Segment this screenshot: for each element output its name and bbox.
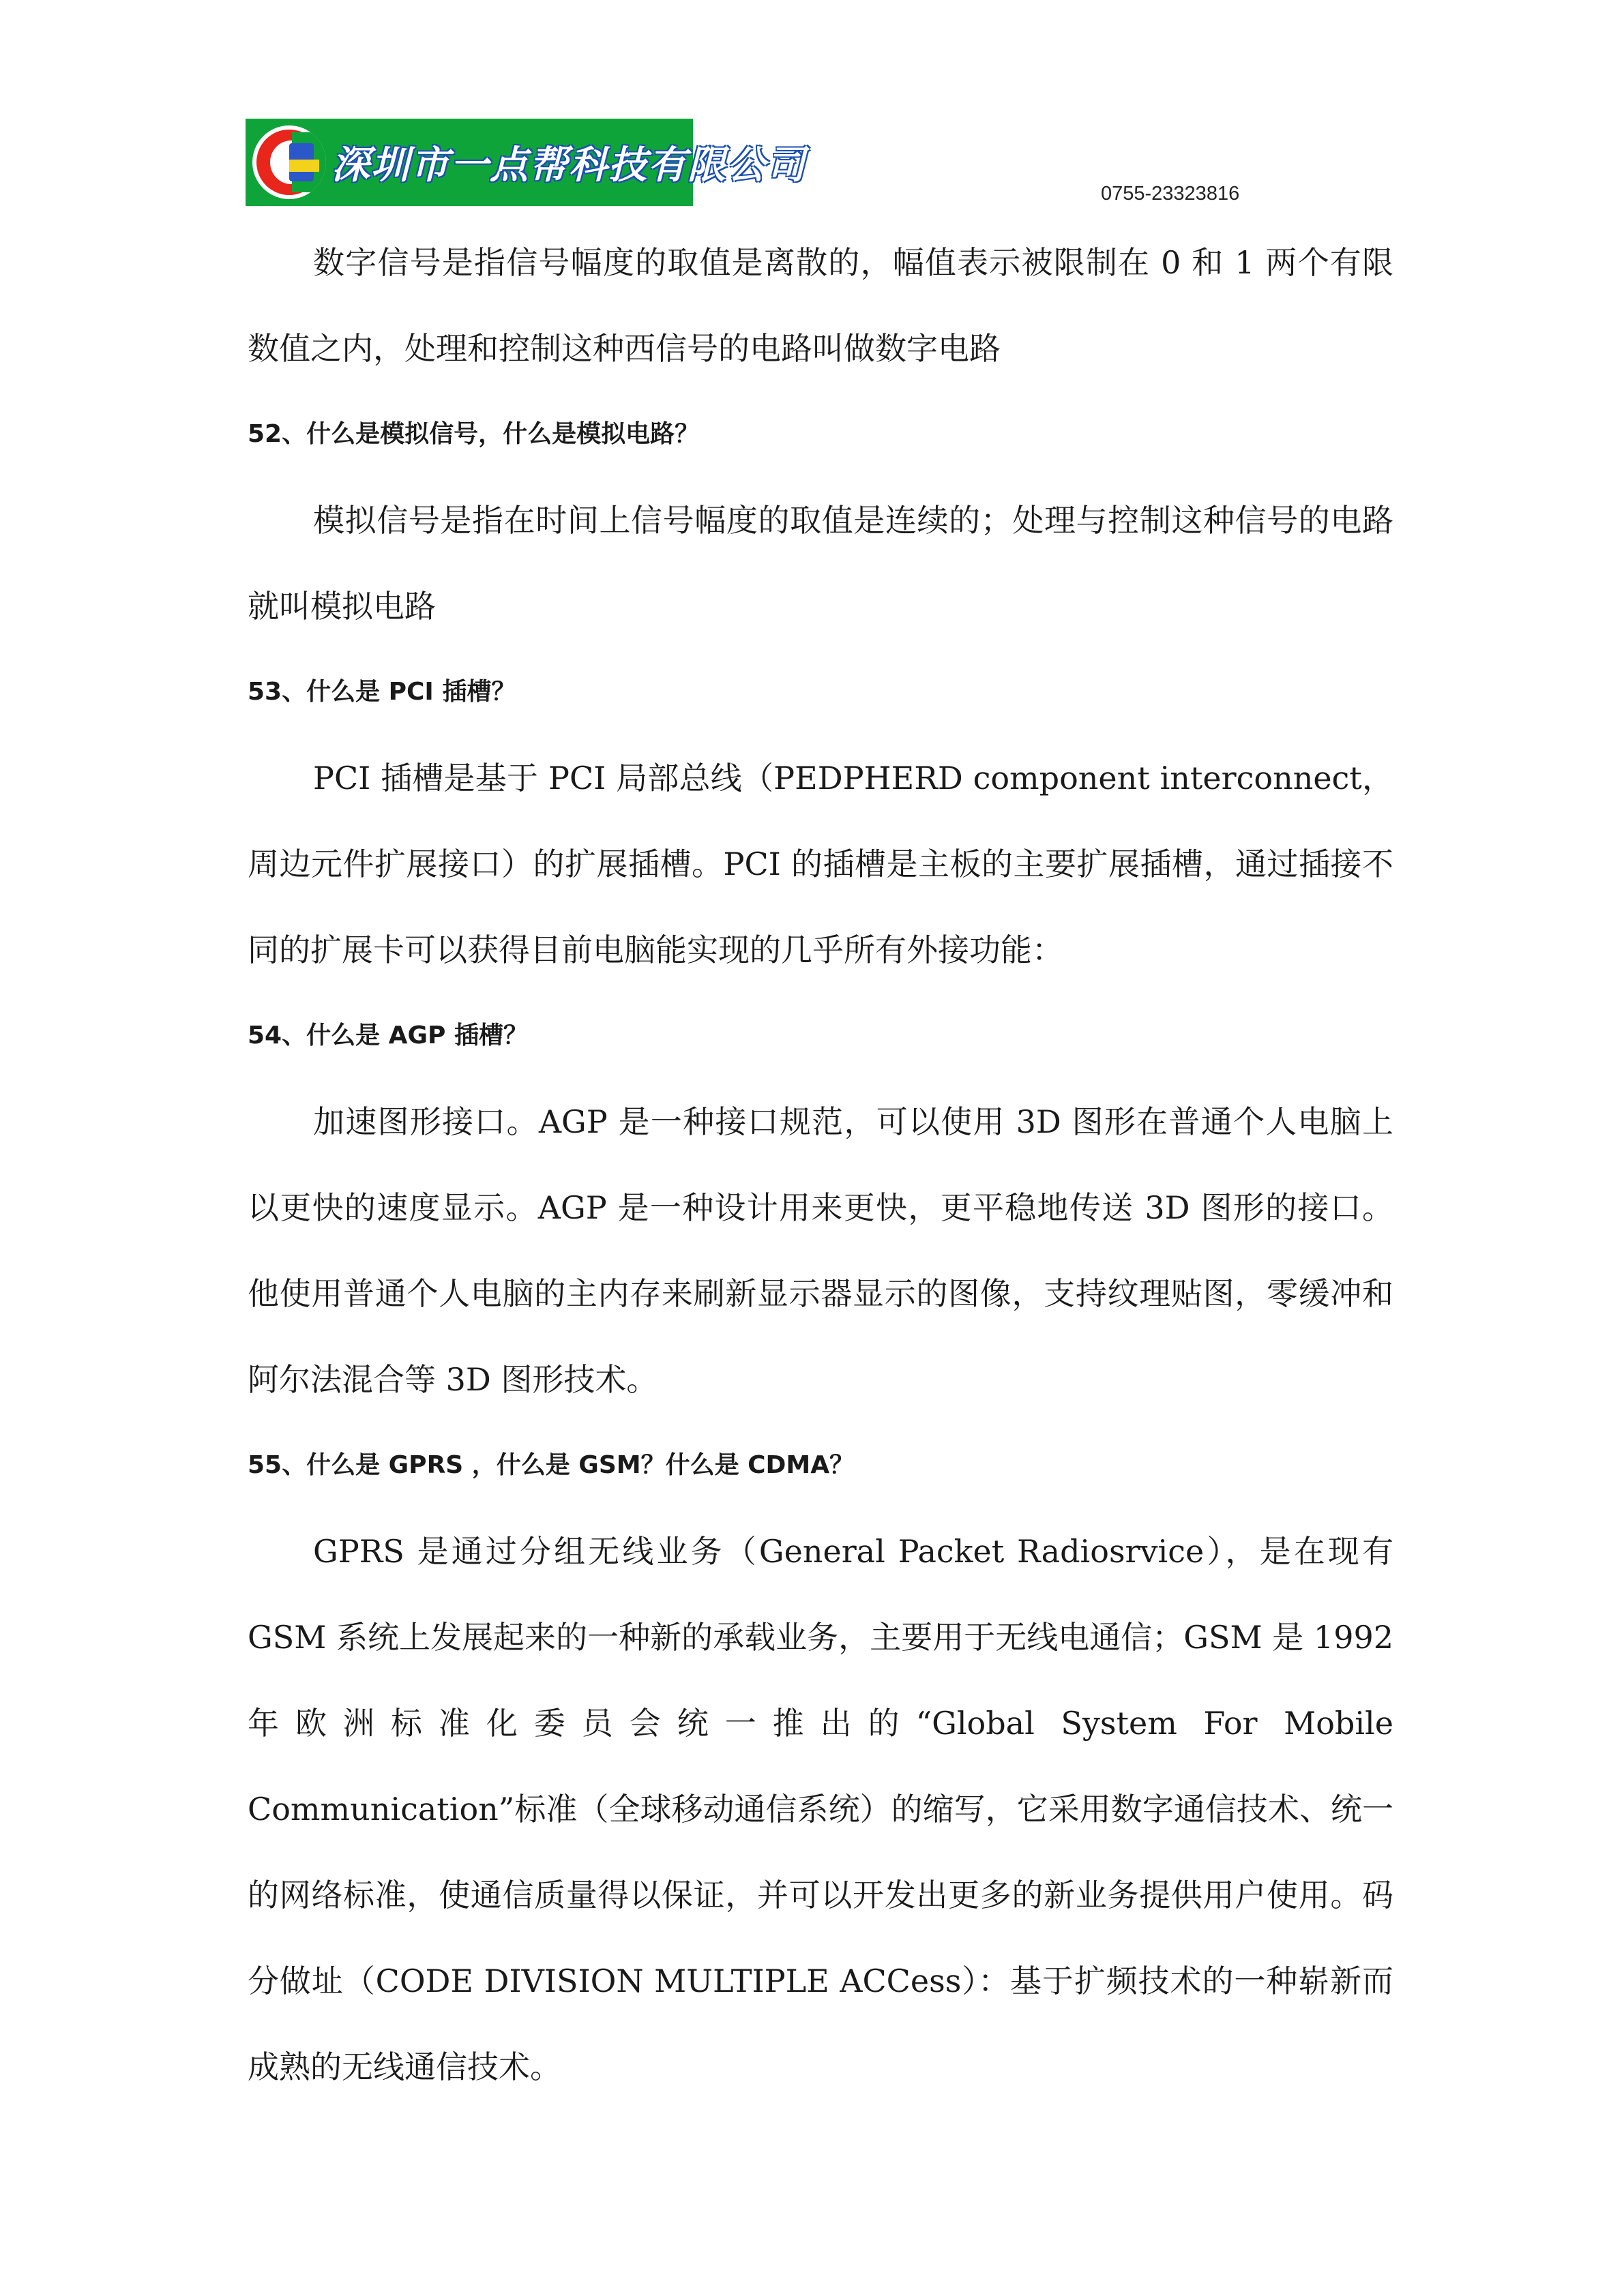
document-body (248, 220, 1393, 2110)
paragraph-analog-signal: 模拟信号是指在时间上信号幅度的取值是连续的；处理与控制这种信号的电路就叫模拟电路 (248, 502, 1393, 625)
company-logo (246, 119, 806, 206)
paragraph-pci-slot: PCI 插槽是基于 PCI 局部总线（PEDPHERD component interconnect，周边元件扩展接口）的扩展插槽。PCI 的插槽是主板的主要扩展插槽，通过插接不同的扩展卡可以获得目前电脑能实现的几乎所有外接功能： (248, 760, 1393, 968)
question-54-heading: 54、什么是 AGP 插槽？ (248, 1022, 528, 1049)
question-52-heading: 52、什么是模拟信号，什么是模拟电路？ (248, 420, 700, 448)
page-header (246, 119, 1330, 214)
phone-number: 0755-23323816 (1101, 183, 1240, 205)
paragraph-gprs-gsm-cdma: GPRS 是通过分组无线业务（General Packet Radiosrvice），是在现有 GSM 系统上发展起来的一种新的承载业务，主要用于无线电通信；GSM 是 1992 年欧洲标准化委员会统一推出的“Global System For Mobile Communication”标准（全球移动通信系统）的缩写，它采用数字通信技术、统一的网络标准，使通信质量得以保证，并可以开发出更多的新业务提供用户使用。码分做址（CODE DIVISION MULTIPLE ACCess）：基于扩频技术的一种崭新而成熟的无线通信技术。 (248, 1533, 1393, 2085)
question-53-heading: 53、什么是 PCI 插槽？ (248, 678, 516, 706)
paragraph-digital-signal: 数字信号是指信号幅度的取值是离散的，幅值表示被限制在 0 和 1 两个有限数值之内，处理和控制这种西信号的电路叫做数字电路 (248, 244, 1393, 367)
paragraph-agp-slot: 加速图形接口。AGP 是一种接口规范，可以使用 3D 图形在普通个人电脑上以更快的速度显示。AGP 是一种设计用来更快，更平稳地传送 3D 图形的接口。他使用普通个人电脑的主内存来刷新显示器显示的图像，支持纹理贴图，零缓冲和阿尔法混合等 3D 图形技术。 (248, 1103, 1393, 1398)
company-logo-text: 深圳市一点帮科技有限公司 (331, 143, 806, 188)
logo-emblem-icon (252, 125, 326, 199)
question-55-heading: 55、什么是 GPRS ，什么是 GSM？什么是 CDMA？ (248, 1451, 855, 1479)
